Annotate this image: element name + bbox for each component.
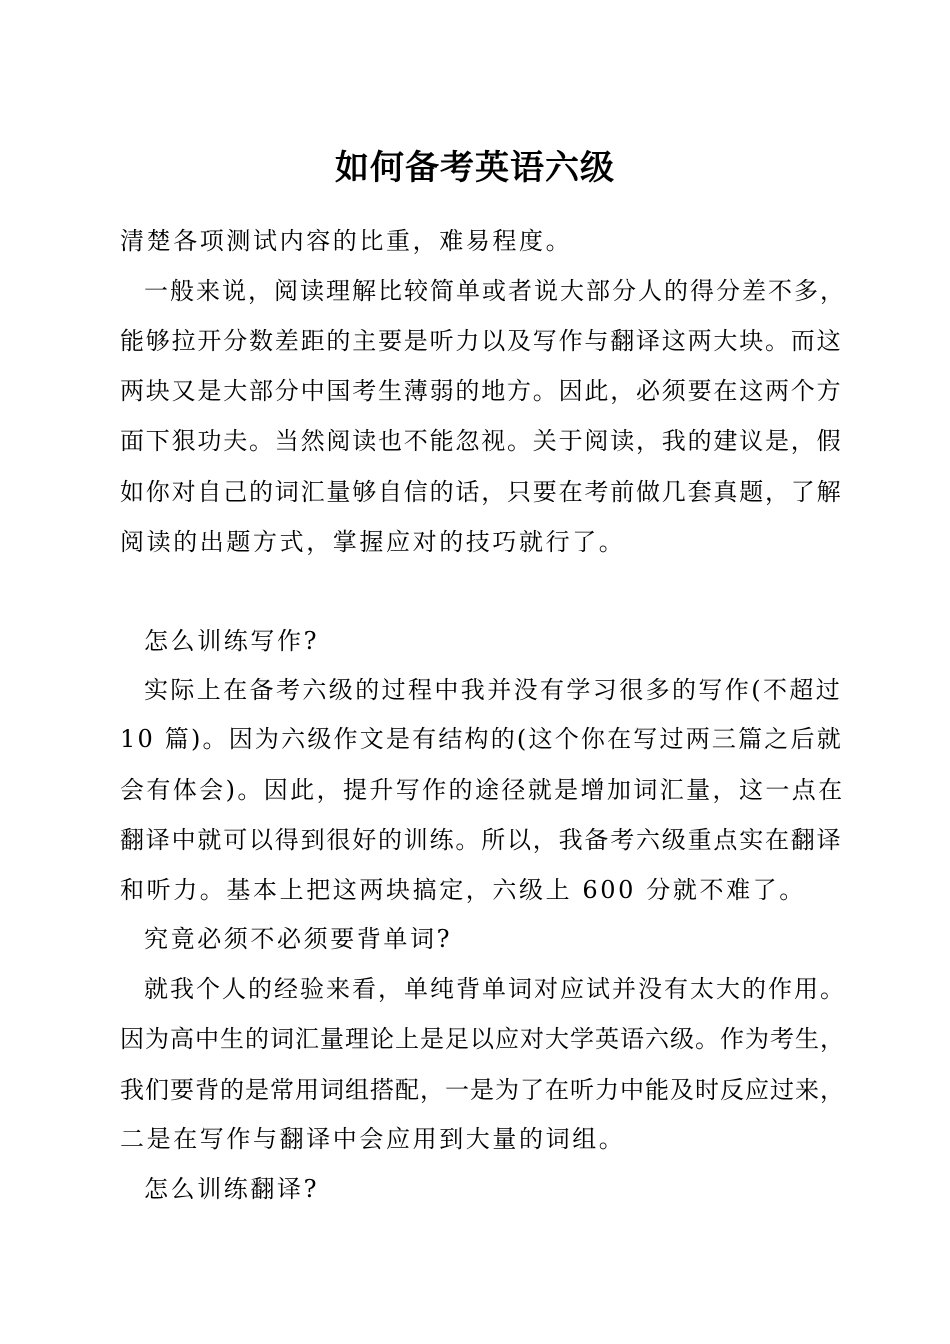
- body-line-15: 我们要背的是常用词组搭配，一是为了在听力中能及时反应过来，: [120, 1076, 845, 1104]
- body-line-8: 实际上在备考六级的过程中我并没有学习很多的写作(不超过: [144, 676, 843, 704]
- body-line-5: 面下狠功夫。当然阅读也不能忽视。关于阅读，我的建议是，假: [120, 427, 843, 455]
- body-line-9: 10 篇)。因为六级作文是有结构的(这个你在写过两三篇之后就: [120, 725, 843, 753]
- body-line-3: 能够拉开分数差距的主要是听力以及写作与翻译这两大块。而这: [120, 327, 843, 355]
- body-line-6: 如你对自己的词汇量够自信的话，只要在考前做几套真题，了解: [120, 478, 843, 506]
- body-line-1: 清楚各项测试内容的比重，难易程度。: [120, 227, 573, 255]
- body-line-7: 阅读的出题方式，掌握应对的技巧就行了。: [120, 528, 626, 556]
- document-title: 如何备考英语六级: [335, 148, 615, 188]
- section-heading-writing: 怎么训练写作?: [144, 627, 320, 655]
- body-line-14: 因为高中生的词汇量理论上是足以应对大学英语六级。作为考生，: [120, 1025, 845, 1053]
- body-line-12: 和听力。基本上把这两块搞定，六级上 600 分就不难了。: [120, 876, 806, 904]
- body-line-10: 会有体会)。因此，提升写作的途径就是增加词汇量，这一点在: [120, 776, 845, 804]
- body-line-4: 两块又是大部分中国考生薄弱的地方。因此，必须要在这两个方: [120, 377, 843, 405]
- section-heading-translation: 怎么训练翻译?: [144, 1175, 320, 1203]
- body-line-2: 一般来说，阅读理解比较简单或者说大部分人的得分差不多，: [144, 277, 846, 305]
- body-line-13: 就我个人的经验来看，单纯背单词对应试并没有太大的作用。: [144, 975, 846, 1003]
- body-line-16: 二是在写作与翻译中会应用到大量的词组。: [120, 1125, 626, 1153]
- body-line-11: 翻译中就可以得到很好的训练。所以，我备考六级重点实在翻译: [120, 826, 843, 854]
- section-heading-vocabulary: 究竟必须不必须要背单词?: [144, 925, 453, 953]
